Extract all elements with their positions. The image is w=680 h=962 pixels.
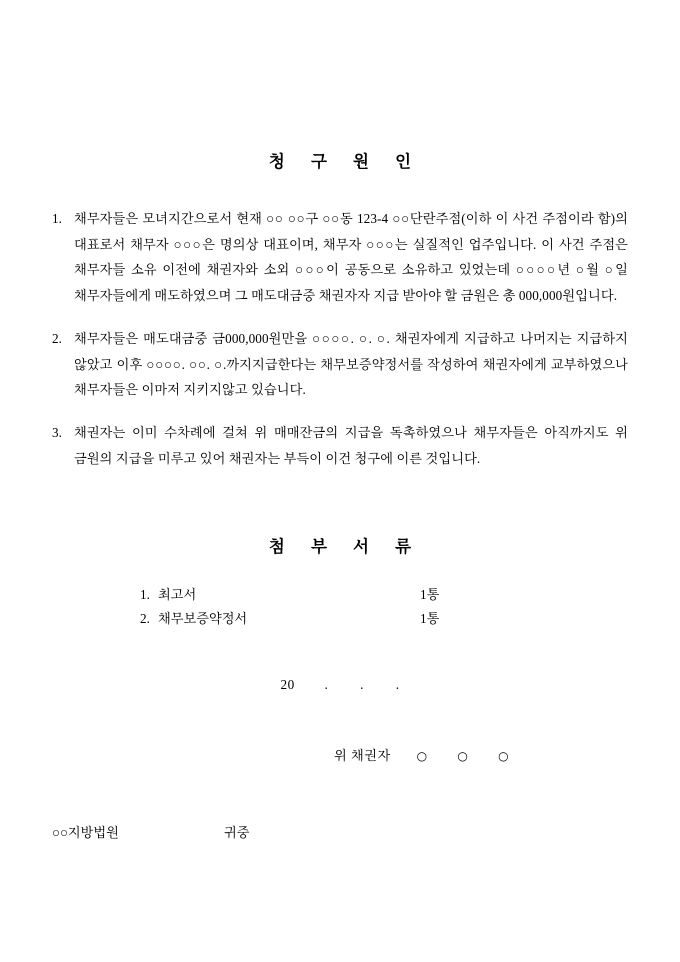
claim-number: 3.: [52, 425, 62, 441]
date-day-dot: .: [360, 677, 364, 693]
claim-text: 채무자들은 매도대금중 금000,000원만을 ○○○○. ○. ○. 채권자에게 지급하고 나머지는 지급하지 않았고 이후 ○○○○. ○○. ○.까지지급한다는 채무보증약정서를 작성하여 채권자에게 교부하였으나 채무자들은 이마저 지키지않고 있습니다.: [74, 330, 628, 398]
seal-circle-icon: ○: [416, 749, 428, 764]
court-name: ○○지방법원: [52, 825, 119, 841]
seal-circle-icon: ○: [498, 749, 510, 764]
attachment-label: 최고서: [158, 586, 197, 602]
claim-text: 채권자는 이미 수차례에 걸쳐 위 매매잔금의 지급을 독촉하였으나 채무자들은 아직까지도 위 금원의 지급을 미루고 있어 채권자는 부득이 이건 청구에 이른 것입니다.: [74, 425, 628, 466]
court-footer: [52, 764, 628, 841]
attachment-list: [52, 557, 628, 632]
list-item: [52, 583, 628, 607]
list-item: [52, 420, 628, 471]
claim-number: 2.: [52, 330, 62, 346]
date-trailing-dot: .: [395, 677, 400, 693]
page-title: 청 구 원 인: [268, 152, 423, 171]
date-line: [52, 631, 628, 693]
attachment-label: 채무보증약정서: [158, 611, 248, 627]
claim-list: [52, 172, 628, 472]
attachment-index: 1.: [140, 586, 150, 602]
attachment-index: 2.: [140, 611, 150, 627]
claim-text: 채무자들은 모녀지간으로서 현재 ○○ ○○구 ○○동 123-4 ○○단란주점(이하 이 사건 주점이라 함)의 대표로서 채무자 ○○○은 명의상 대표이며, 채무자 ○○○는 실질적인 업주입니다. 이 사건 주점은 채무자들 소유 이전에 채권자와 소외 ○○○이 공동으로 소유하고 있었는데 ○○○○년 ○월 ○일 채무자들에게 매도하였으며 그 매도대금중 채권자자 지급 받아야 할 금원은 총 000,000원입니다.: [74, 211, 629, 304]
attachments-title: 첨 부 서 류: [268, 536, 423, 556]
creditor-label: 위 채권자: [334, 748, 391, 764]
date-month-dot: .: [324, 677, 329, 693]
claim-number: 1.: [52, 211, 62, 226]
seal-circle-icon: ○: [457, 749, 469, 764]
list-item: [52, 206, 628, 309]
attachment-count: 1통: [420, 611, 440, 627]
list-item: [52, 326, 628, 403]
attachment-count: 1통: [420, 586, 440, 602]
signature-line: [52, 693, 628, 764]
list-item: [52, 607, 628, 631]
court-honorific: 귀중: [224, 825, 250, 841]
date-year: 20: [280, 677, 295, 693]
